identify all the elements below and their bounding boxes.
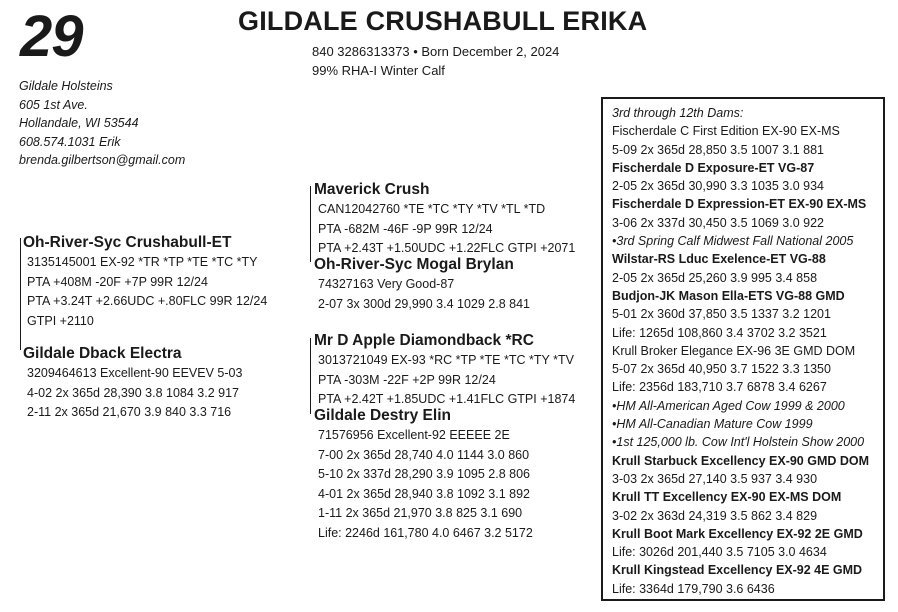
sire-block xyxy=(23,233,267,331)
id-birthdate-line: 840 3286313373 • Born December 2, 2024 xyxy=(312,44,560,59)
dam-detail-line: 2-11 2x 365d 21,670 3.9 840 3.3 716 xyxy=(27,405,232,419)
dam-dam-name: Gildale Destry Elin xyxy=(314,407,451,424)
sire-sire-detail-line: CAN12042760 *TE *TC *TY *TV *TL *TD xyxy=(318,202,546,216)
ancestor-name: Fischerdale D Expression-ET EX-90 EX-MS xyxy=(612,197,867,212)
dam-detail-line: 3209464613 Excellent-90 EEVEV 5-03 xyxy=(27,366,243,380)
dam-dam-detail-line: Life: 2246d 161,780 4.0 6467 3.2 5172 xyxy=(318,525,533,540)
sire-dam-name: Oh-River-Syc Mogal Brylan xyxy=(314,256,514,273)
sire-dam-detail-line: 2-07 3x 300d 29,990 3.4 1029 2.8 841 xyxy=(318,296,530,311)
ancestor-name: Krull Boot Mark Excellency EX-92 2E GMD xyxy=(612,526,863,541)
ancestor-name: Krull Starbuck Excellency EX-90 GMD DOM xyxy=(612,453,870,468)
award-line: •1st 125,000 lb. Cow Int'l Holstein Show 2000 xyxy=(612,435,865,450)
consignor-email: brenda.gilbertson@gmail.com xyxy=(19,153,186,167)
dam-dam-detail-line: 5-10 2x 337d 28,290 3.9 1095 2.8 806 xyxy=(318,467,530,481)
record-line: 2-05 2x 365d 25,260 3.9 995 3.4 858 xyxy=(612,270,818,285)
consignor-address: 605 1st Ave. xyxy=(19,97,88,112)
ancestor-name: Fischerdale D Exposure-ET VG-87 xyxy=(612,160,815,175)
dam-sire-block xyxy=(314,331,575,410)
consignor-phone: 608.574.1031 Erik xyxy=(19,134,121,149)
sire-bracket-line xyxy=(20,238,21,350)
consignor-city: Hollandale, WI 53544 xyxy=(19,116,139,130)
class-line: 99% RHA-I Winter Calf xyxy=(312,63,445,78)
sire-sire-bracket-line xyxy=(310,186,311,262)
record-line: Life: 1265d 108,860 3.4 3702 3.2 3521 xyxy=(612,325,827,340)
sire-detail-line: PTA +408M -20F +7P 99R 12/24 xyxy=(27,274,208,289)
dam-dam-detail-line: 71576956 Excellent-92 EEEEE 2E xyxy=(318,428,510,442)
sire-detail-line: GTPI +2110 xyxy=(27,313,94,328)
award-line: •HM All-American Aged Cow 1999 & 2000 xyxy=(612,398,845,413)
extended-dams-list xyxy=(612,122,883,598)
ancestor-name: Budjon-JK Mason Ella-ETS VG-88 GMD xyxy=(612,288,845,303)
sire-sire-detail-line: PTA -682M -46F -9P 99R 12/24 xyxy=(318,221,493,236)
sire-detail-line: 3135145001 EX-92 *TR *TP *TE *TC *TY xyxy=(27,255,258,269)
dam-detail-line: 4-02 2x 365d 28,390 3.8 1084 3.2 917 xyxy=(27,385,239,400)
sire-dam-block xyxy=(314,255,530,314)
consignor-info xyxy=(19,77,185,170)
sire-name: Oh-River-Syc Crushabull-ET xyxy=(23,234,232,251)
consignor-farm: Gildale Holsteins xyxy=(19,79,113,93)
sire-detail-line: PTA +3.24T +2.66UDC +.80FLC 99R 12/24 xyxy=(27,294,268,308)
dam-sire-name: Mr D Apple Diamondback *RC xyxy=(314,332,534,349)
sire-sire-detail-line: PTA +2.43T +1.50UDC +1.22FLC GTPI +2071 xyxy=(318,241,576,255)
record-line: Life: 3026d 201,440 3.5 7105 3.0 4634 xyxy=(612,545,827,560)
dam-dam-detail-line: 4-01 2x 365d 28,940 3.8 1092 3.1 892 xyxy=(318,486,530,501)
award-line: •3rd Spring Calf Midwest Fall National 2005 xyxy=(612,234,854,249)
dam-sire-detail-line: PTA -303M -22F +2P 99R 12/24 xyxy=(318,372,496,387)
award-line: •HM All-Canadian Mature Cow 1999 xyxy=(612,417,813,432)
dam-dam-block xyxy=(314,406,533,543)
record-line: 3-03 2x 365d 27,140 3.5 937 3.4 930 xyxy=(612,471,818,486)
ancestor-name: Krull TT Excellency EX-90 EX-MS DOM xyxy=(612,490,842,505)
extended-dams-box xyxy=(601,97,885,601)
dam-name: Gildale Dback Electra xyxy=(23,345,182,362)
dam-sire-bracket-line xyxy=(310,338,311,414)
dam-dam-detail-line: 1-11 2x 365d 21,970 3.8 825 3.1 690 xyxy=(318,506,523,520)
ancestor-name: Wilstar-RS Lduc Exelence-ET VG-88 xyxy=(612,252,826,267)
record-line: 5-01 2x 360d 37,850 3.5 1337 3.2 1201 xyxy=(612,307,831,322)
record-line: Life: 2356d 183,710 3.7 6878 3.4 6267 xyxy=(612,380,827,395)
record-line: 3-06 2x 337d 30,450 3.5 1069 3.0 922 xyxy=(612,215,824,230)
animal-identification xyxy=(312,42,559,80)
dam-sire-detail-line: 3013721049 EX-93 *RC *TP *TE *TC *TY *TV xyxy=(318,353,574,367)
record-line: Fischerdale C First Edition EX-90 EX-MS xyxy=(612,124,840,139)
extended-dams-title: 3rd through 12th Dams: xyxy=(612,106,744,120)
dam-dam-detail-line: 7-00 2x 365d 28,740 4.0 1144 3.0 860 xyxy=(318,447,530,462)
dam-sire-detail-line: PTA +2.42T +1.85UDC +1.41FLC GTPI +1874 xyxy=(318,392,576,406)
dam-block xyxy=(23,344,242,423)
animal-name: GILDALE CRUSHABULL ERIKA xyxy=(238,6,648,36)
sire-sire-block xyxy=(314,180,575,259)
sire-sire-name: Maverick Crush xyxy=(314,181,430,198)
record-line: 3-02 2x 363d 24,319 3.5 862 3.4 829 xyxy=(612,508,818,523)
record-line: Krull Broker Elegance EX-96 3E GMD DOM xyxy=(612,343,856,358)
lot-number: 29 xyxy=(20,4,83,69)
sire-dam-detail-line: 74327163 Very Good-87 xyxy=(318,277,455,291)
record-line: 2-05 2x 365d 30,990 3.3 1035 3.0 934 xyxy=(612,179,824,194)
record-line: Life: 3364d 179,790 3.6 6436 xyxy=(612,581,775,596)
ancestor-name: Krull Kingstead Excellency EX-92 4E GMD xyxy=(612,563,863,578)
record-line: 5-09 2x 365d 28,850 3.5 1007 3.1 881 xyxy=(612,142,824,157)
record-line: 5-07 2x 365d 40,950 3.7 1522 3.3 1350 xyxy=(612,362,831,377)
